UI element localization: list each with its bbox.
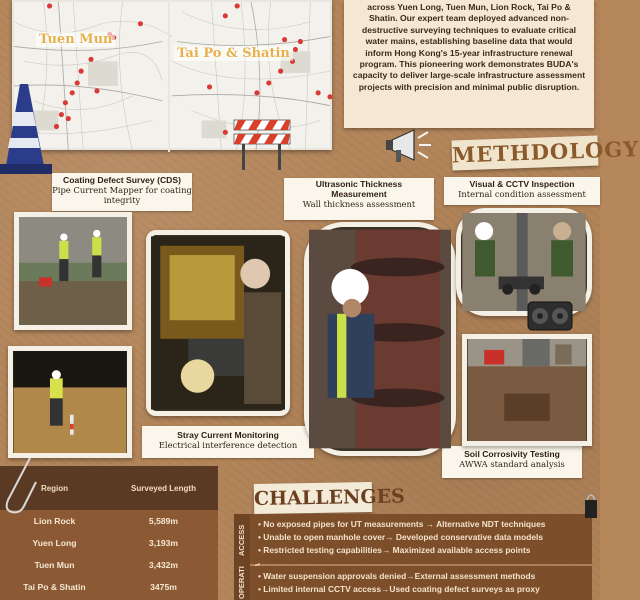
method-title: Ultrasonic Thickness Measurement bbox=[315, 179, 403, 199]
region-label-tuen-mun: Tuen Mun bbox=[36, 32, 115, 47]
method-title: Visual & CCTV Inspection bbox=[469, 179, 575, 189]
table-cell-region: Tai Po & Shatin bbox=[23, 582, 86, 592]
method-label-soil bbox=[442, 446, 582, 478]
photo-ultrasonic bbox=[304, 222, 456, 456]
challenge-item: • Restricted testing capabilities→ Maximized available access points bbox=[258, 544, 584, 557]
method-title: Soil Corrosivity Testing bbox=[464, 449, 560, 459]
photo-night-work bbox=[8, 346, 132, 458]
intro-text: across Yuen Long, Tuen Mun, Lion Rock, Tai Po & Shatin. Our expert team deployed advanced non-destructive surveying techniques to evaluate critical water mains, establishing baseline data that would inform Hong Kong's 15-year infrastructure renewal program. This pioneering work demonstrates BUDA's capacity to deliver large-scale infrastructure assessment projects with precision and minimal public disruption. bbox=[352, 2, 586, 92]
traffic-cone-icon bbox=[0, 84, 52, 179]
method-subtitle: Wall thickness assessment bbox=[302, 199, 416, 209]
method-label-cctv bbox=[444, 177, 600, 205]
column-header-surveyed-length: Surveyed Length bbox=[131, 483, 196, 493]
table-row bbox=[0, 554, 218, 576]
photo-stray-current bbox=[146, 230, 290, 416]
challenges-heading: CHALLENGES bbox=[254, 482, 373, 514]
photo-soil bbox=[462, 334, 592, 446]
tab-access-limitations: ACCESS bbox=[234, 514, 250, 566]
method-label-ut bbox=[284, 178, 434, 220]
method-title: Coating Defect Survey (CDS) bbox=[63, 175, 181, 185]
table-cell-region: Yuen Long bbox=[32, 538, 77, 548]
radio-speaker-icon bbox=[526, 298, 574, 334]
method-subtitle: Pipe Current Mapper for coating integrity bbox=[52, 185, 192, 205]
challenge-group-operational bbox=[250, 566, 592, 600]
barrier-icon bbox=[232, 118, 292, 172]
column-header-region: Region bbox=[40, 483, 69, 493]
method-label-stray bbox=[142, 426, 314, 458]
paperclip-icon bbox=[0, 456, 40, 518]
challenge-group-access bbox=[250, 514, 592, 564]
method-title: Stray Current Monitoring bbox=[177, 430, 279, 440]
methodology-heading: METHDOLOGY bbox=[452, 135, 599, 170]
table-row bbox=[0, 532, 218, 554]
method-subtitle: Electrical interference detection bbox=[158, 440, 298, 450]
table-cell-length: 3,432m bbox=[148, 560, 179, 570]
intro-card bbox=[344, 0, 594, 128]
megaphone-icon bbox=[384, 126, 434, 168]
binder-clip-icon bbox=[582, 490, 600, 520]
table-cell-region: Tuen Mun bbox=[34, 560, 75, 570]
challenge-item: • Water suspension approvals denied→External assessment methods bbox=[258, 570, 584, 583]
challenge-item: • Unable to open manhole cover→ Developed conservative data models bbox=[258, 531, 584, 544]
table-row bbox=[0, 576, 218, 598]
challenge-item: • Limited internal CCTV access→Used coating defect surveys as proxy bbox=[258, 583, 584, 596]
map-divider bbox=[168, 2, 170, 152]
table-cell-length: 3475m bbox=[150, 582, 177, 592]
method-label-cds bbox=[52, 173, 192, 211]
challenge-item: • No exposed pipes for UT measurements → Alternative NDT techniques bbox=[258, 518, 584, 531]
method-subtitle: Internal condition assessment bbox=[458, 189, 586, 199]
table-cell-region: Lion Rock bbox=[33, 516, 76, 526]
tab-operational-constraints: OPERATI bbox=[234, 566, 250, 600]
photo-cds-survey bbox=[14, 212, 132, 330]
method-subtitle: AWWA standard analysis bbox=[459, 459, 565, 469]
table-cell-length: 5,589m bbox=[148, 516, 179, 526]
region-label-tai-po-shatin: Tai Po & Shatin bbox=[174, 46, 293, 61]
table-cell-length: 3,193m bbox=[148, 538, 179, 548]
